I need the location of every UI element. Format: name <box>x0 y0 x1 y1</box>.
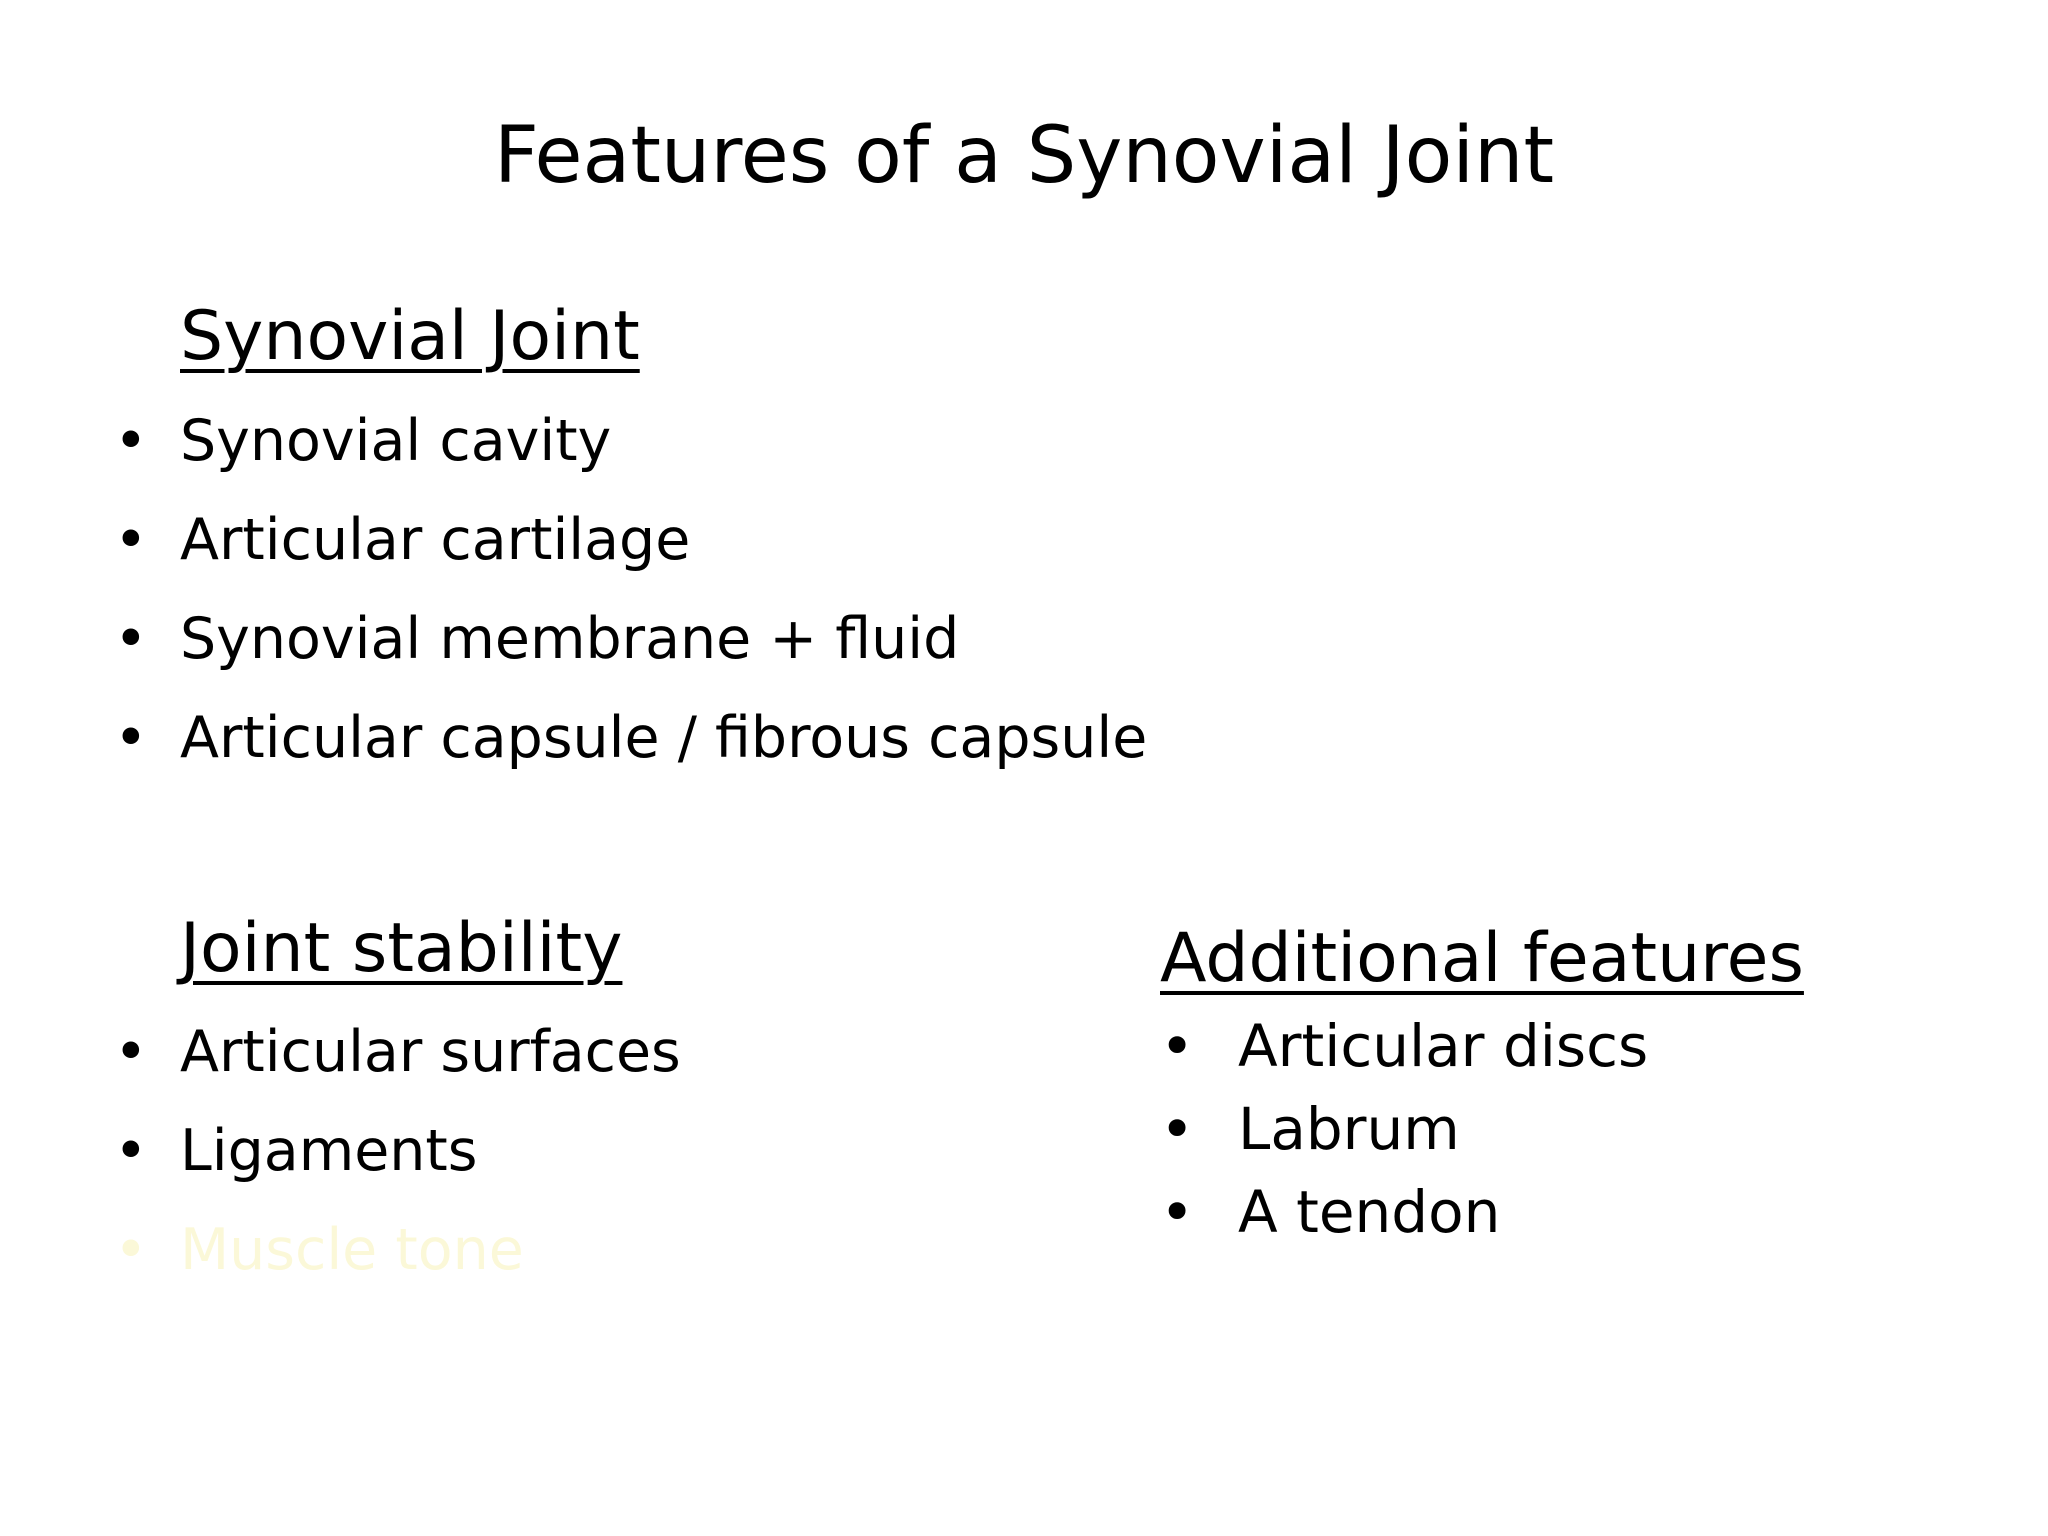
additional-features-list <box>1160 1012 1649 1261</box>
bullet-icon: • <box>1160 1012 1195 1080</box>
section-heading-joint-stability: Joint stability <box>180 909 623 988</box>
bullet-icon: • <box>1160 1178 1195 1246</box>
bullet-icon: • <box>114 507 148 573</box>
bullet-icon: • <box>114 1217 148 1283</box>
bullet-icon: • <box>114 606 148 672</box>
list-item-text: Articular cartilage <box>180 507 691 573</box>
synovial-joint-list <box>114 407 1148 803</box>
bullet-icon: • <box>114 408 148 474</box>
list-item-text: Articular surfaces <box>180 1019 681 1085</box>
bullet-icon: • <box>1160 1095 1195 1163</box>
list-item-faded <box>114 1216 681 1315</box>
slide-title: Features of a Synovial Joint <box>493 111 1555 201</box>
section-heading-additional-features: Additional features <box>1160 919 1804 998</box>
list-item <box>114 704 1148 803</box>
list-item-text: Labrum <box>1238 1095 1460 1163</box>
joint-stability-list <box>114 1018 681 1315</box>
list-item-text: A tendon <box>1238 1178 1501 1246</box>
section-heading-synovial-joint: Synovial Joint <box>180 297 640 376</box>
list-item-text: Articular capsule / fibrous capsule <box>180 705 1148 771</box>
bullet-icon: • <box>114 1019 148 1085</box>
list-item-text: Synovial membrane + fluid <box>180 606 960 672</box>
list-item-text: Ligaments <box>180 1118 478 1184</box>
list-item <box>114 1117 681 1216</box>
list-item-text: Synovial cavity <box>180 408 612 474</box>
list-item-text: Articular discs <box>1238 1012 1649 1080</box>
list-item <box>1160 1012 1649 1095</box>
list-item <box>1160 1178 1648 1261</box>
list-item <box>114 407 1147 506</box>
list-item-text: Muscle tone <box>180 1217 524 1283</box>
list-item <box>114 605 1147 704</box>
list-item <box>114 506 1147 605</box>
bullet-icon: • <box>114 705 148 771</box>
bullet-icon: • <box>114 1118 148 1184</box>
list-item <box>1160 1095 1648 1178</box>
list-item <box>114 1018 681 1117</box>
